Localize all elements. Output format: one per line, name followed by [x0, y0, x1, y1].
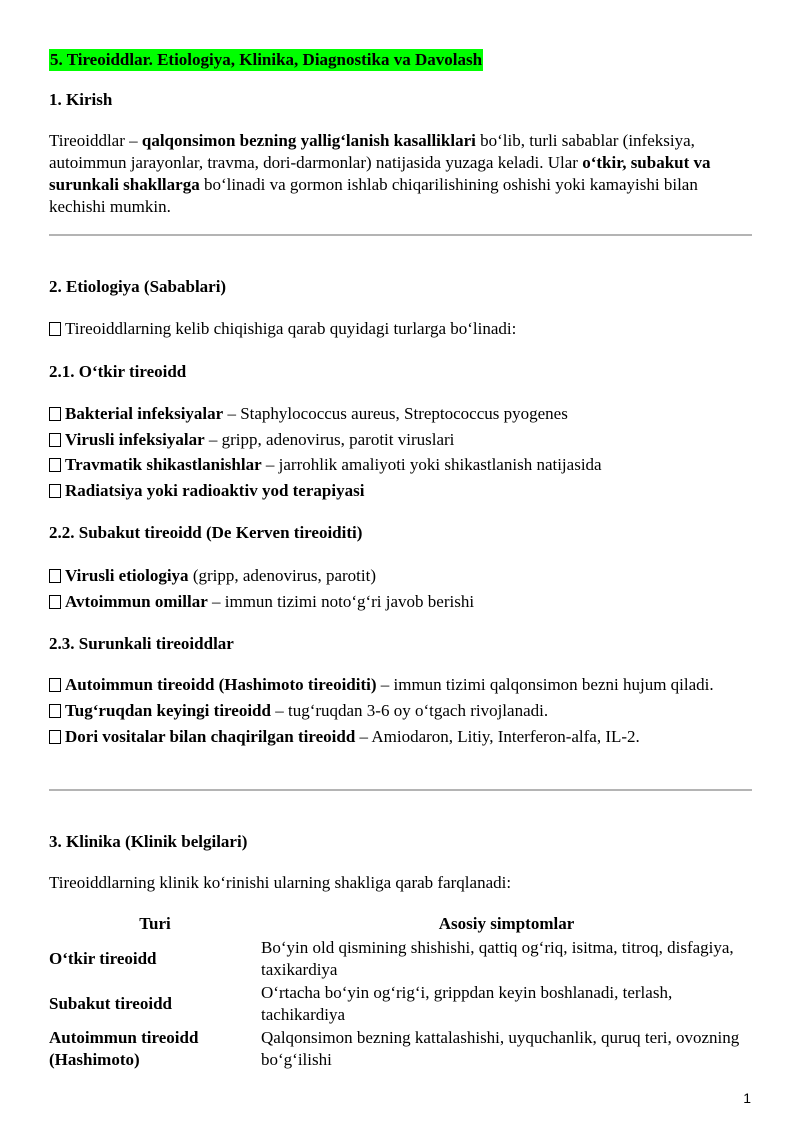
missing-glyph-icon	[49, 678, 61, 692]
section-2-heading: 2. Etiologiya (Sabablari)	[49, 277, 227, 296]
missing-glyph-icon	[49, 433, 61, 447]
item-text: – immun tizimi qalqonsimon bezni hujum qiladi.	[376, 675, 714, 694]
table-row	[49, 981, 752, 1026]
missing-glyph-icon	[49, 322, 61, 336]
item-bold: Bakterial infeksiyalar	[65, 404, 224, 423]
document-title: 5. Tireoiddlar. Etiologiya, Klinika, Diagnostika va Davolash	[50, 50, 483, 69]
missing-glyph-icon	[49, 569, 61, 583]
subsection-2-1-list	[49, 401, 752, 503]
subsection-2-3-list	[49, 674, 752, 749]
list-item	[49, 452, 752, 478]
para-text: bo‘linadi va gormon ishlab chiqarilishining oshishi yoki kamayishi bilan kechishi mumkin.	[49, 175, 698, 216]
item-text: – gripp, adenovirus, parotit viruslari	[204, 429, 455, 449]
table-cell-symptoms: Qalqonsimon bezning kattalashishi, uyquchanlik, quruq teri, ovozning bo‘g‘ilishi	[261, 1027, 740, 1069]
subsection-2-1-heading: 2.1. O‘tkir tireoidd	[49, 362, 187, 381]
item-bold: Autoimmun tireoidd (Hashimoto tireoiditi)	[65, 675, 377, 694]
item-text: (gripp, adenovirus, parotit)	[188, 566, 376, 585]
page-number: 1	[743, 1090, 751, 1106]
section-2-intro	[49, 318, 752, 340]
table-cell-type: Subakut tireoidd	[49, 993, 172, 1013]
table-header-type: Turi	[139, 914, 171, 933]
subsection-2-3-heading: 2.3. Surunkali tireoiddlar	[49, 634, 234, 653]
para-bold-term: qalqonsimon bezning yallig‘lanish kasalliklari	[141, 131, 476, 150]
list-item	[49, 563, 752, 589]
table-row	[49, 936, 752, 981]
item-bold: Dori vositalar bilan chaqirilgan tireoidd	[65, 726, 356, 746]
section-3-intro: Tireoiddlarning klinik ko‘rinishi ularning shakliga qarab farqlanadi:	[49, 873, 512, 892]
item-bold: Tug‘ruqdan keyingi tireoidd	[65, 701, 271, 720]
missing-glyph-icon	[49, 595, 61, 609]
subsection-2-2-heading: 2.2. Subakut tireoidd (De Kerven tireoiditi)	[49, 523, 363, 542]
item-bold: Virusli infeksiyalar	[65, 429, 205, 449]
missing-glyph-icon	[49, 407, 61, 421]
list-item	[49, 478, 752, 504]
para-text: bo‘lib, turli sabablar (infeksiya, autoimmun jarayonlar, travma, dori-darmonlar) natijasida yuzaga keladi. Ular	[49, 131, 695, 172]
table-cell-type: Autoimmun tireoidd (Hashimoto)	[49, 1027, 199, 1069]
horizontal-rule	[49, 234, 752, 236]
horizontal-rule	[49, 789, 752, 791]
item-bold: Virusli etiologiya	[65, 566, 189, 585]
item-text: – jarrohlik amaliyoti yoki shikastlanish natijasida	[261, 455, 602, 474]
symptoms-table	[49, 912, 752, 1071]
item-bold: Radiatsiya yoki radioaktiv yod terapiyasi	[65, 480, 365, 500]
list-item	[49, 674, 752, 696]
para-text: Tireoiddlar –	[49, 131, 142, 150]
section-1-heading: 1. Kirish	[49, 90, 113, 109]
item-text: – Staphylococcus aureus, Streptococcus pyogenes	[223, 404, 568, 423]
item-text: – immun tizimi noto‘g‘ri javob berishi	[207, 591, 475, 611]
item-bold: Travmatik shikastlanishlar	[65, 455, 262, 474]
table-header-row	[49, 912, 752, 936]
missing-glyph-icon	[49, 484, 61, 498]
list-item	[49, 427, 752, 453]
item-bold: Avtoimmun omillar	[65, 591, 208, 611]
list-item	[49, 724, 752, 750]
item-text: – Amiodaron, Litiy, Interferon-alfa, IL-2.	[355, 726, 640, 746]
missing-glyph-icon	[49, 730, 61, 744]
list-item	[49, 589, 752, 615]
table-header-symptoms: Asosiy simptomlar	[438, 914, 575, 933]
missing-glyph-icon	[49, 704, 61, 718]
missing-glyph-icon	[49, 458, 61, 472]
table-cell-symptoms: O‘rtacha bo‘yin og‘rig‘i, grippdan keyin boshlanadi, terlash, tachikardiya	[261, 982, 673, 1024]
para-bold-term: o‘tkir, subakut va surunkali shakllarga	[49, 153, 711, 194]
list-item	[49, 401, 752, 427]
section-1-paragraph	[49, 130, 752, 218]
table-row	[49, 1026, 752, 1071]
table-cell-type: O‘tkir tireoidd	[49, 948, 157, 968]
list-item	[49, 698, 752, 724]
item-text: – tug‘ruqdan 3-6 oy o‘tgach rivojlanadi.	[270, 701, 549, 720]
table-cell-symptoms: Bo‘yin old qismining shishishi, qattiq og‘riq, isitma, titroq, disfagiya, taxikardiya	[261, 937, 734, 979]
subsection-2-2-list	[49, 563, 752, 614]
intro-text: Tireoiddlarning kelib chiqishiga qarab quyidagi turlarga bo‘linadi:	[65, 319, 517, 338]
section-3-heading: 3. Klinika (Klinik belgilari)	[49, 832, 248, 851]
